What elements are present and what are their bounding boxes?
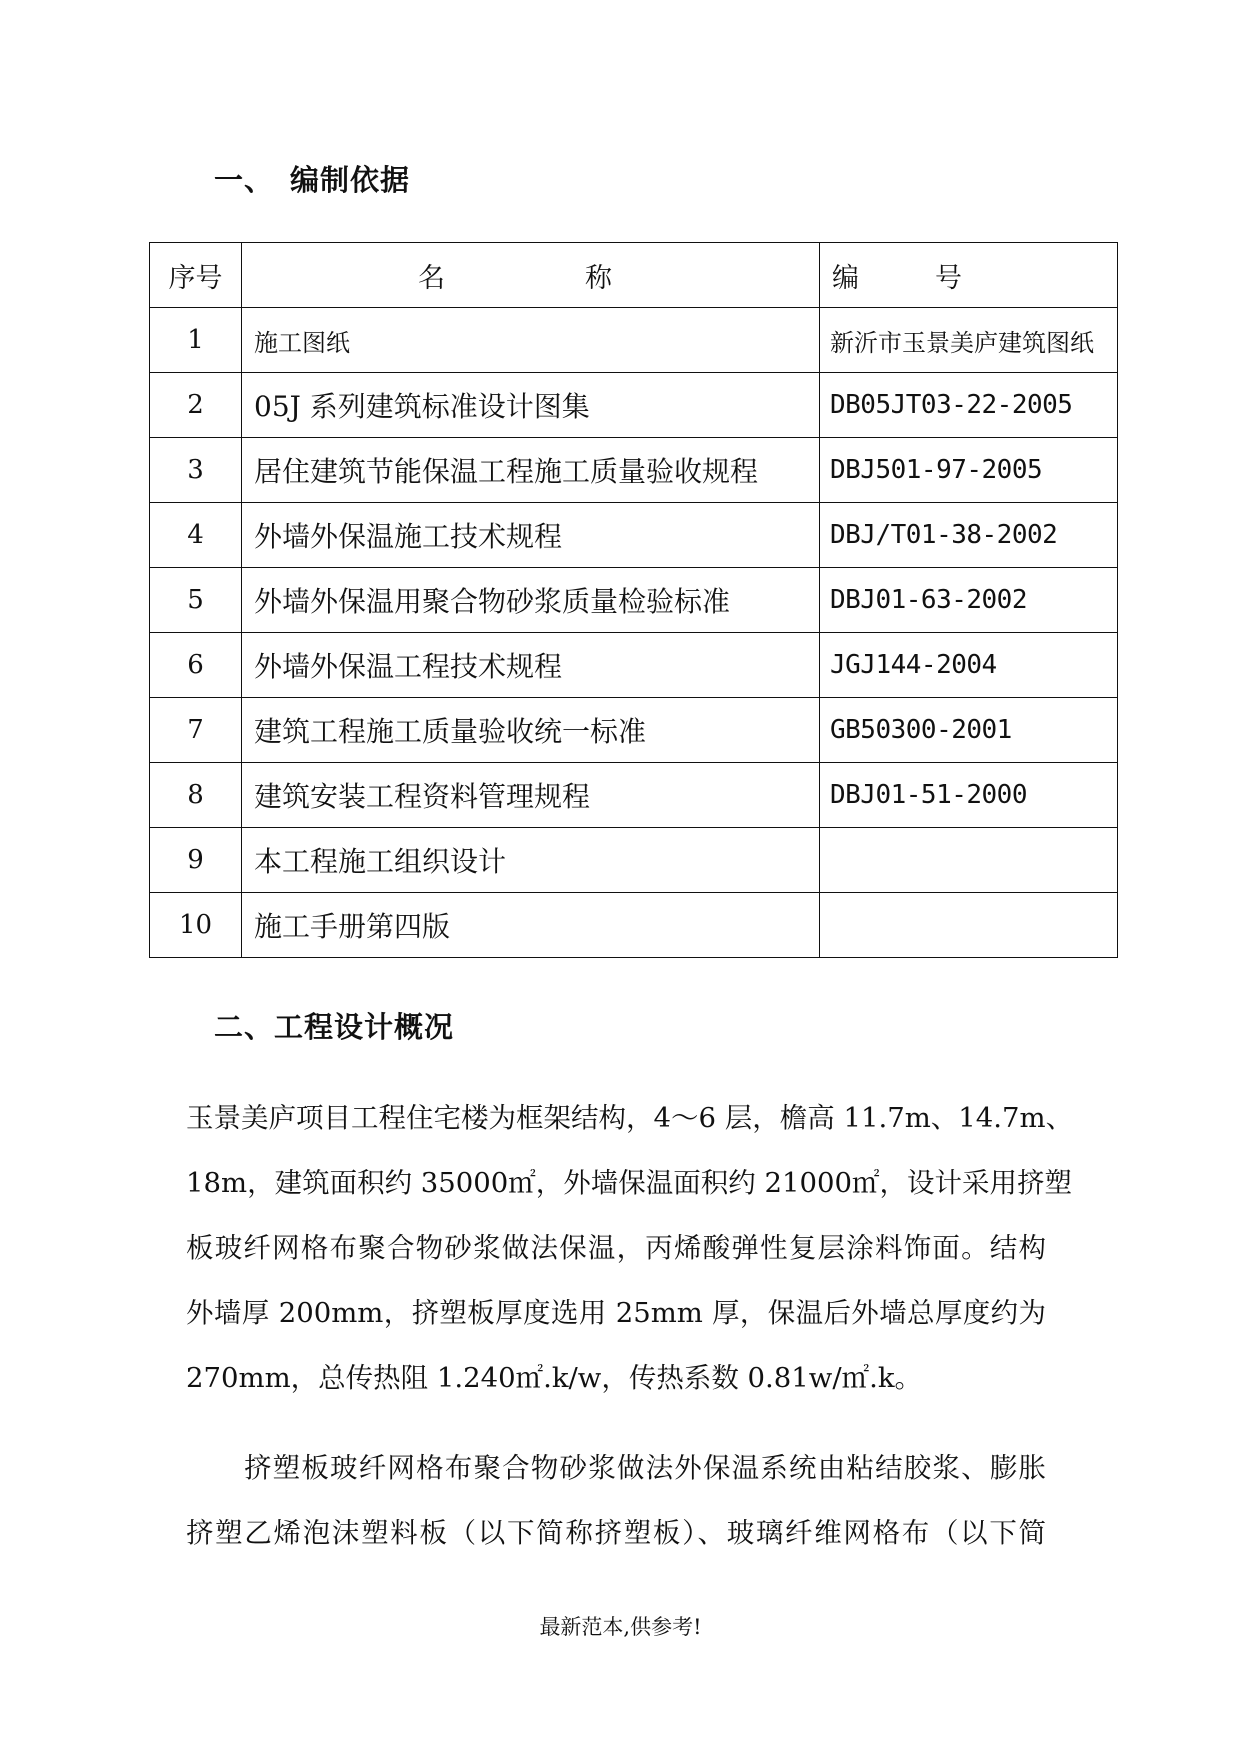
header-name [242,243,820,308]
row-code: 新沂市玉景美庐建筑图纸 [820,308,1118,373]
row-name: 建筑安装工程资料管理规程 [242,763,820,828]
row-name: 本工程施工组织设计 [242,828,820,893]
section-title: 编制依据 [290,163,411,197]
row-name: 外墙外保温工程技术规程 [242,633,820,698]
paragraph-line: 挤塑板玻纤网格布聚合物砂浆做法外保温系统由粘结胶浆、膨胀 [244,1452,1046,1484]
row-code [820,828,1118,893]
paragraph-line: 玉景美庐项目工程住宅楼为框架结构，4～6 层，檐高 11.7m、14.7m、 [186,1102,1074,1134]
row-name: 施工手册第四版 [242,893,820,958]
table-row [150,308,1118,373]
row-no: 4 [150,503,242,568]
header-code-b: 号 [935,262,962,294]
header-code-a: 编 [832,262,859,294]
paragraph-line: 270mm，总传热阻 1.240㎡.k/w，传热系数 0.81w/㎡.k。 [186,1362,922,1394]
row-name: 外墙外保温用聚合物砂浆质量检验标准 [242,568,820,633]
table-row [150,828,1118,893]
table-row [150,373,1118,438]
header-name-a: 名 [418,262,445,294]
table-row [150,568,1118,633]
row-code: DBJ01-51-2000 [820,763,1118,828]
row-code [820,893,1118,958]
row-no: 7 [150,698,242,763]
row-code: GB50300-2001 [820,698,1118,763]
row-no: 2 [150,373,242,438]
section-number: 一、 [214,163,275,197]
row-code: DBJ/T01-38-2002 [820,503,1118,568]
table-header-row [150,243,1118,308]
table-row [150,893,1118,958]
row-code: DBJ01-63-2002 [820,568,1118,633]
header-no: 序号 [150,243,242,308]
paragraph-line: 18m，建筑面积约 35000㎡，外墙保温面积约 21000㎡，设计采用挤塑 [186,1167,1073,1199]
table-row [150,503,1118,568]
row-no: 5 [150,568,242,633]
header-code [820,243,1118,308]
table-row [150,763,1118,828]
paragraph-line: 板玻纤网格布聚合物砂浆做法保温，丙烯酸弹性复层涂料饰面。结构 [186,1232,1046,1264]
row-no: 1 [150,308,242,373]
row-code: JGJ144-2004 [820,633,1118,698]
row-no: 6 [150,633,242,698]
table-row [150,698,1118,763]
table-row [150,633,1118,698]
row-code: DBJ501-97-2005 [820,438,1118,503]
row-code: DB05JT03-22-2005 [820,373,1118,438]
row-name: 建筑工程施工质量验收统一标准 [242,698,820,763]
paragraph-line: 外墙厚 200mm，挤塑板厚度选用 25mm 厚，保温后外墙总厚度约为 [186,1297,1046,1329]
paragraph-line: 挤塑乙烯泡沫塑料板（以下简称挤塑板）、玻璃纤维网格布（以下简 [186,1517,1046,1549]
page-footer: 最新范本,供参考! [539,1615,702,1639]
row-no: 10 [150,893,242,958]
row-no: 8 [150,763,242,828]
basis-table [149,242,1118,958]
row-no: 3 [150,438,242,503]
system-paragraph [186,1436,1046,1566]
header-name-b: 称 [585,262,612,294]
row-name: 外墙外保温施工技术规程 [242,503,820,568]
section-heading-basis [214,163,411,197]
overview-paragraph [186,1086,1074,1411]
row-no: 9 [150,828,242,893]
row-name: 居住建筑节能保温工程施工质量验收规程 [242,438,820,503]
table-row [150,438,1118,503]
row-name: 施工图纸 [242,308,820,373]
row-name: 05J 系列建筑标准设计图集 [242,373,820,438]
section-heading-overview: 二、工程设计概况 [214,1010,455,1044]
